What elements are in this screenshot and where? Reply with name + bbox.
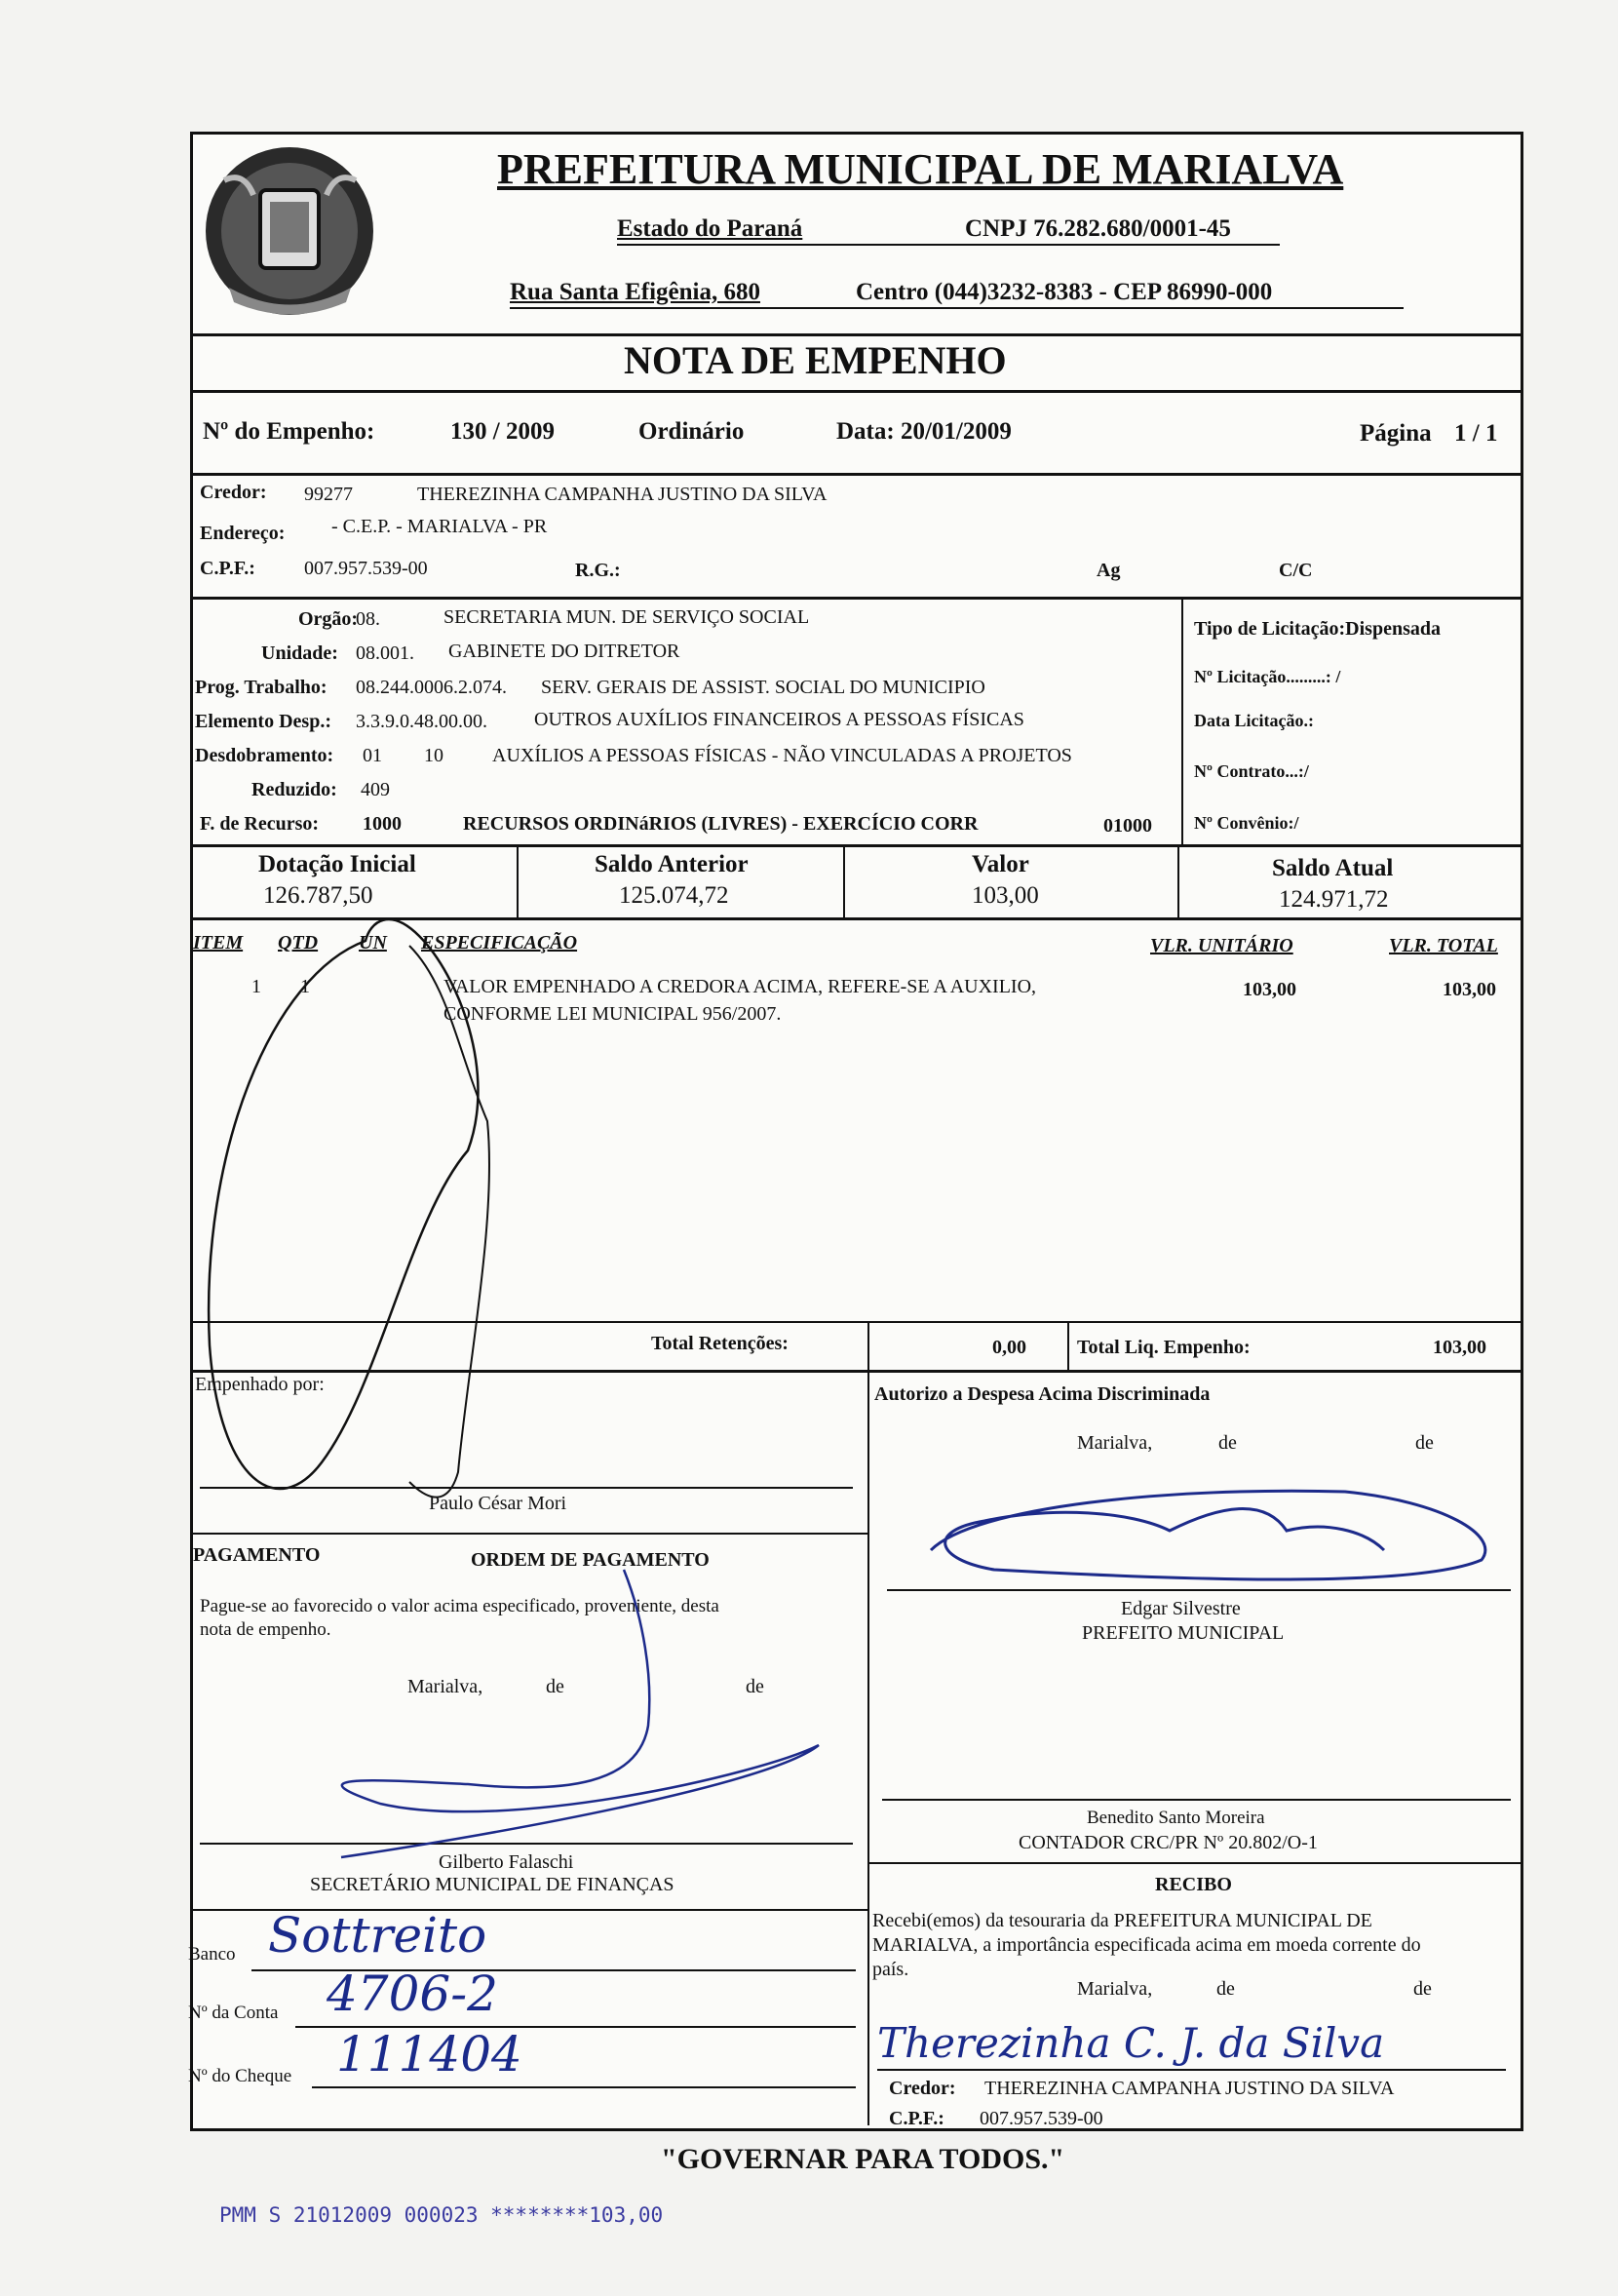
reduzido-label: Reduzido:	[251, 779, 337, 800]
recibo-credor-label: Credor:	[889, 2078, 956, 2099]
desdobramento-code1: 01	[363, 745, 382, 766]
cheque-value: 111404	[336, 2026, 522, 2082]
orgao-code: 08.	[356, 608, 380, 630]
desdobramento-code2: 10	[424, 745, 443, 766]
unidade-desc: GABINETE DO DITRETOR	[448, 641, 680, 662]
row-spec-line1: VALOR EMPENHADO A CREDORA ACIMA, REFERE-SE A AUXILIO,	[443, 976, 1037, 997]
header-title: PREFEITURA MUNICIPAL DE MARIALVA	[497, 145, 1344, 193]
pagamento-signer: Gilberto Falaschi	[439, 1851, 574, 1873]
recurso-desc: RECURSOS ORDINáRIOS (LIVRES) - EXERCÍCIO CORR	[463, 813, 979, 835]
pagamento-text-line2: nota de empenho.	[200, 1619, 331, 1640]
prog-desc: SERV. GERAIS DE ASSIST. SOCIAL DO MUNICIPIO	[541, 677, 985, 698]
col-total: VLR. TOTAL	[1389, 935, 1498, 956]
header-address: Centro (044)3232-8383 - CEP 86990-000	[856, 279, 1273, 305]
dotacao-value: 126.787,50	[263, 882, 373, 909]
unidade-label: Unidade:	[261, 642, 338, 664]
recibo-de1: de	[1216, 1978, 1235, 2000]
saldo-atual-label: Saldo Atual	[1272, 855, 1394, 881]
empenhado-signer: Paulo César Mori	[429, 1493, 567, 1514]
desdobramento-label: Desdobramento:	[195, 745, 334, 766]
cpf-label: C.P.F.:	[200, 558, 255, 579]
recibo-city: Marialva,	[1077, 1978, 1153, 2000]
licitacao-data: Data Licitação.:	[1194, 711, 1314, 730]
ordem-label: ORDEM DE PAGAMENTO	[471, 1549, 710, 1571]
pagamento-text-line1: Pague-se ao favorecido o valor acima especificado, proveniente, desta	[200, 1596, 719, 1616]
row-unit: 103,00	[1243, 979, 1296, 1000]
valor-label: Valor	[972, 851, 1029, 877]
col-item: ITEM	[193, 932, 244, 953]
recurso-code: 1000	[363, 813, 402, 835]
autorizo-role: PREFEITO MUNICIPAL	[1082, 1622, 1285, 1644]
reduzido-value: 409	[361, 779, 390, 800]
credor-code: 99277	[304, 484, 353, 505]
col-unit: VLR. UNITÁRIO	[1150, 935, 1293, 956]
prog-code: 08.244.0006.2.074.	[356, 677, 507, 698]
pagamento-de2: de	[746, 1676, 764, 1697]
cpf-value: 007.957.539-00	[304, 558, 428, 579]
banco-value: Sottreito	[268, 1907, 487, 1964]
empenho-date: Data: 20/01/2009	[836, 418, 1012, 445]
orgao-desc: SECRETARIA MUN. DE SERVIÇO SOCIAL	[443, 606, 810, 628]
licitacao-convenio: Nº Convênio:/	[1194, 813, 1299, 833]
contador-role: CONTADOR CRC/PR Nº 20.802/O-1	[1019, 1832, 1318, 1853]
credor-name: THEREZINHA CAMPANHA JUSTINO DA SILVA	[417, 484, 828, 505]
orgao-label: Orgão:	[298, 608, 359, 630]
recibo-credor-name: THEREZINHA CAMPANHA JUSTINO DA SILVA	[984, 2078, 1395, 2099]
banco-label: Banco	[188, 1944, 236, 1965]
elemento-code: 3.3.9.0.48.00.00.	[356, 711, 487, 732]
pagamento-label: PAGAMENTO	[193, 1544, 321, 1566]
licitacao-contrato: Nº Contrato...:/	[1194, 761, 1309, 781]
saldo-anterior-value: 125.074,72	[619, 882, 729, 909]
liquido-value: 103,00	[1433, 1337, 1486, 1358]
elemento-label: Elemento Desp.:	[195, 711, 331, 732]
pagamento-de1: de	[546, 1676, 564, 1697]
valor-value: 103,00	[972, 882, 1039, 909]
address-label: Endereço:	[200, 523, 286, 544]
recibo-title: RECIBO	[1155, 1874, 1232, 1895]
col-un: UN	[359, 932, 387, 953]
recibo-de2: de	[1413, 1978, 1432, 2000]
empenhado-label: Empenhado por:	[195, 1374, 325, 1395]
rg-label: R.G.:	[575, 560, 621, 581]
recibo-cpf-label: C.P.F.:	[889, 2108, 944, 2129]
autorizo-signer: Edgar Silvestre	[1121, 1598, 1241, 1619]
header-state: Estado do Paraná	[617, 215, 803, 242]
pagamento-role: SECRETÁRIO MUNICIPAL DE FINANÇAS	[310, 1874, 674, 1895]
empenho-number-label: Nº do Empenho:	[203, 418, 375, 445]
cc-label: C/C	[1279, 560, 1313, 581]
elemento-desc: OUTROS AUXÍLIOS FINANCEIROS A PESSOAS FÍSICAS	[534, 709, 1024, 730]
header-street: Rua Santa Efigênia, 680	[510, 279, 760, 305]
autorizo-city: Marialva,	[1077, 1432, 1153, 1454]
row-qtd: 1	[300, 976, 310, 997]
page-number: 1 / 1	[1454, 420, 1498, 447]
empenho-number: 130 / 2009	[450, 418, 555, 445]
empenho-type: Ordinário	[638, 418, 745, 445]
dotacao-label: Dotação Inicial	[258, 851, 416, 877]
col-qtd: QTD	[278, 932, 319, 953]
liquido-label: Total Liq. Empenho:	[1077, 1337, 1251, 1358]
row-total: 103,00	[1443, 979, 1496, 1000]
page-label: Página	[1360, 420, 1432, 447]
recurso-num: 01000	[1103, 815, 1152, 837]
saldo-atual-value: 124.971,72	[1279, 886, 1389, 913]
conta-label: Nº da Conta	[188, 2003, 279, 2023]
row-item: 1	[251, 976, 261, 997]
retencoes-label: Total Retenções:	[651, 1333, 789, 1354]
autorizo-de2: de	[1415, 1432, 1434, 1454]
doc-title: NOTA DE EMPENHO	[624, 338, 1007, 382]
conta-value: 4706-2	[327, 1965, 498, 2022]
unidade-code: 08.001.	[356, 642, 414, 664]
retencoes-value: 0,00	[992, 1337, 1026, 1358]
ag-label: Ag	[1097, 560, 1121, 581]
recibo-cpf-value: 007.957.539-00	[980, 2108, 1103, 2129]
recibo-text-line1: Recebi(emos) da tesouraria da PREFEITURA MUNICIPAL DE	[872, 1910, 1372, 1931]
recibo-handwritten-signature: Therezinha C. J. da Silva	[877, 2019, 1385, 2067]
stamp-text: PMM S 21012009 000023 ********103,00	[219, 2203, 664, 2227]
licitacao-tipo: Tipo de Licitação:Dispensada	[1194, 618, 1441, 640]
prog-label: Prog. Trabalho:	[195, 677, 327, 698]
recibo-text-line2: MARIALVA, a importância especificada acima em moeda corrente do	[872, 1934, 1421, 1956]
recibo-text-line3: país.	[872, 1959, 909, 1980]
licitacao-numero: Nº Licitação.........: /	[1194, 667, 1341, 686]
col-spec: ESPECIFICAÇÃO	[421, 932, 578, 953]
contador-signer: Benedito Santo Moreira	[1087, 1808, 1265, 1828]
autorizo-label: Autorizo a Despesa Acima Discriminada	[874, 1383, 1211, 1405]
credor-label: Credor:	[200, 482, 267, 503]
recurso-label: F. de Recurso:	[200, 813, 320, 835]
address-value: - C.E.P. - MARIALVA - PR	[331, 516, 548, 537]
cheque-label: Nº do Cheque	[188, 2066, 292, 2086]
desdobramento-desc: AUXÍLIOS A PESSOAS FÍSICAS - NÃO VINCULADAS A PROJETOS	[492, 745, 1072, 766]
header-cnpj: CNPJ 76.282.680/0001-45	[965, 215, 1231, 242]
autorizo-de1: de	[1218, 1432, 1237, 1454]
pagamento-city: Marialva,	[407, 1676, 483, 1697]
saldo-anterior-label: Saldo Anterior	[595, 851, 749, 877]
row-spec-line2: CONFORME LEI MUNICIPAL 956/2007.	[443, 1003, 782, 1025]
slogan: "GOVERNAR PARA TODOS."	[661, 2143, 1065, 2175]
